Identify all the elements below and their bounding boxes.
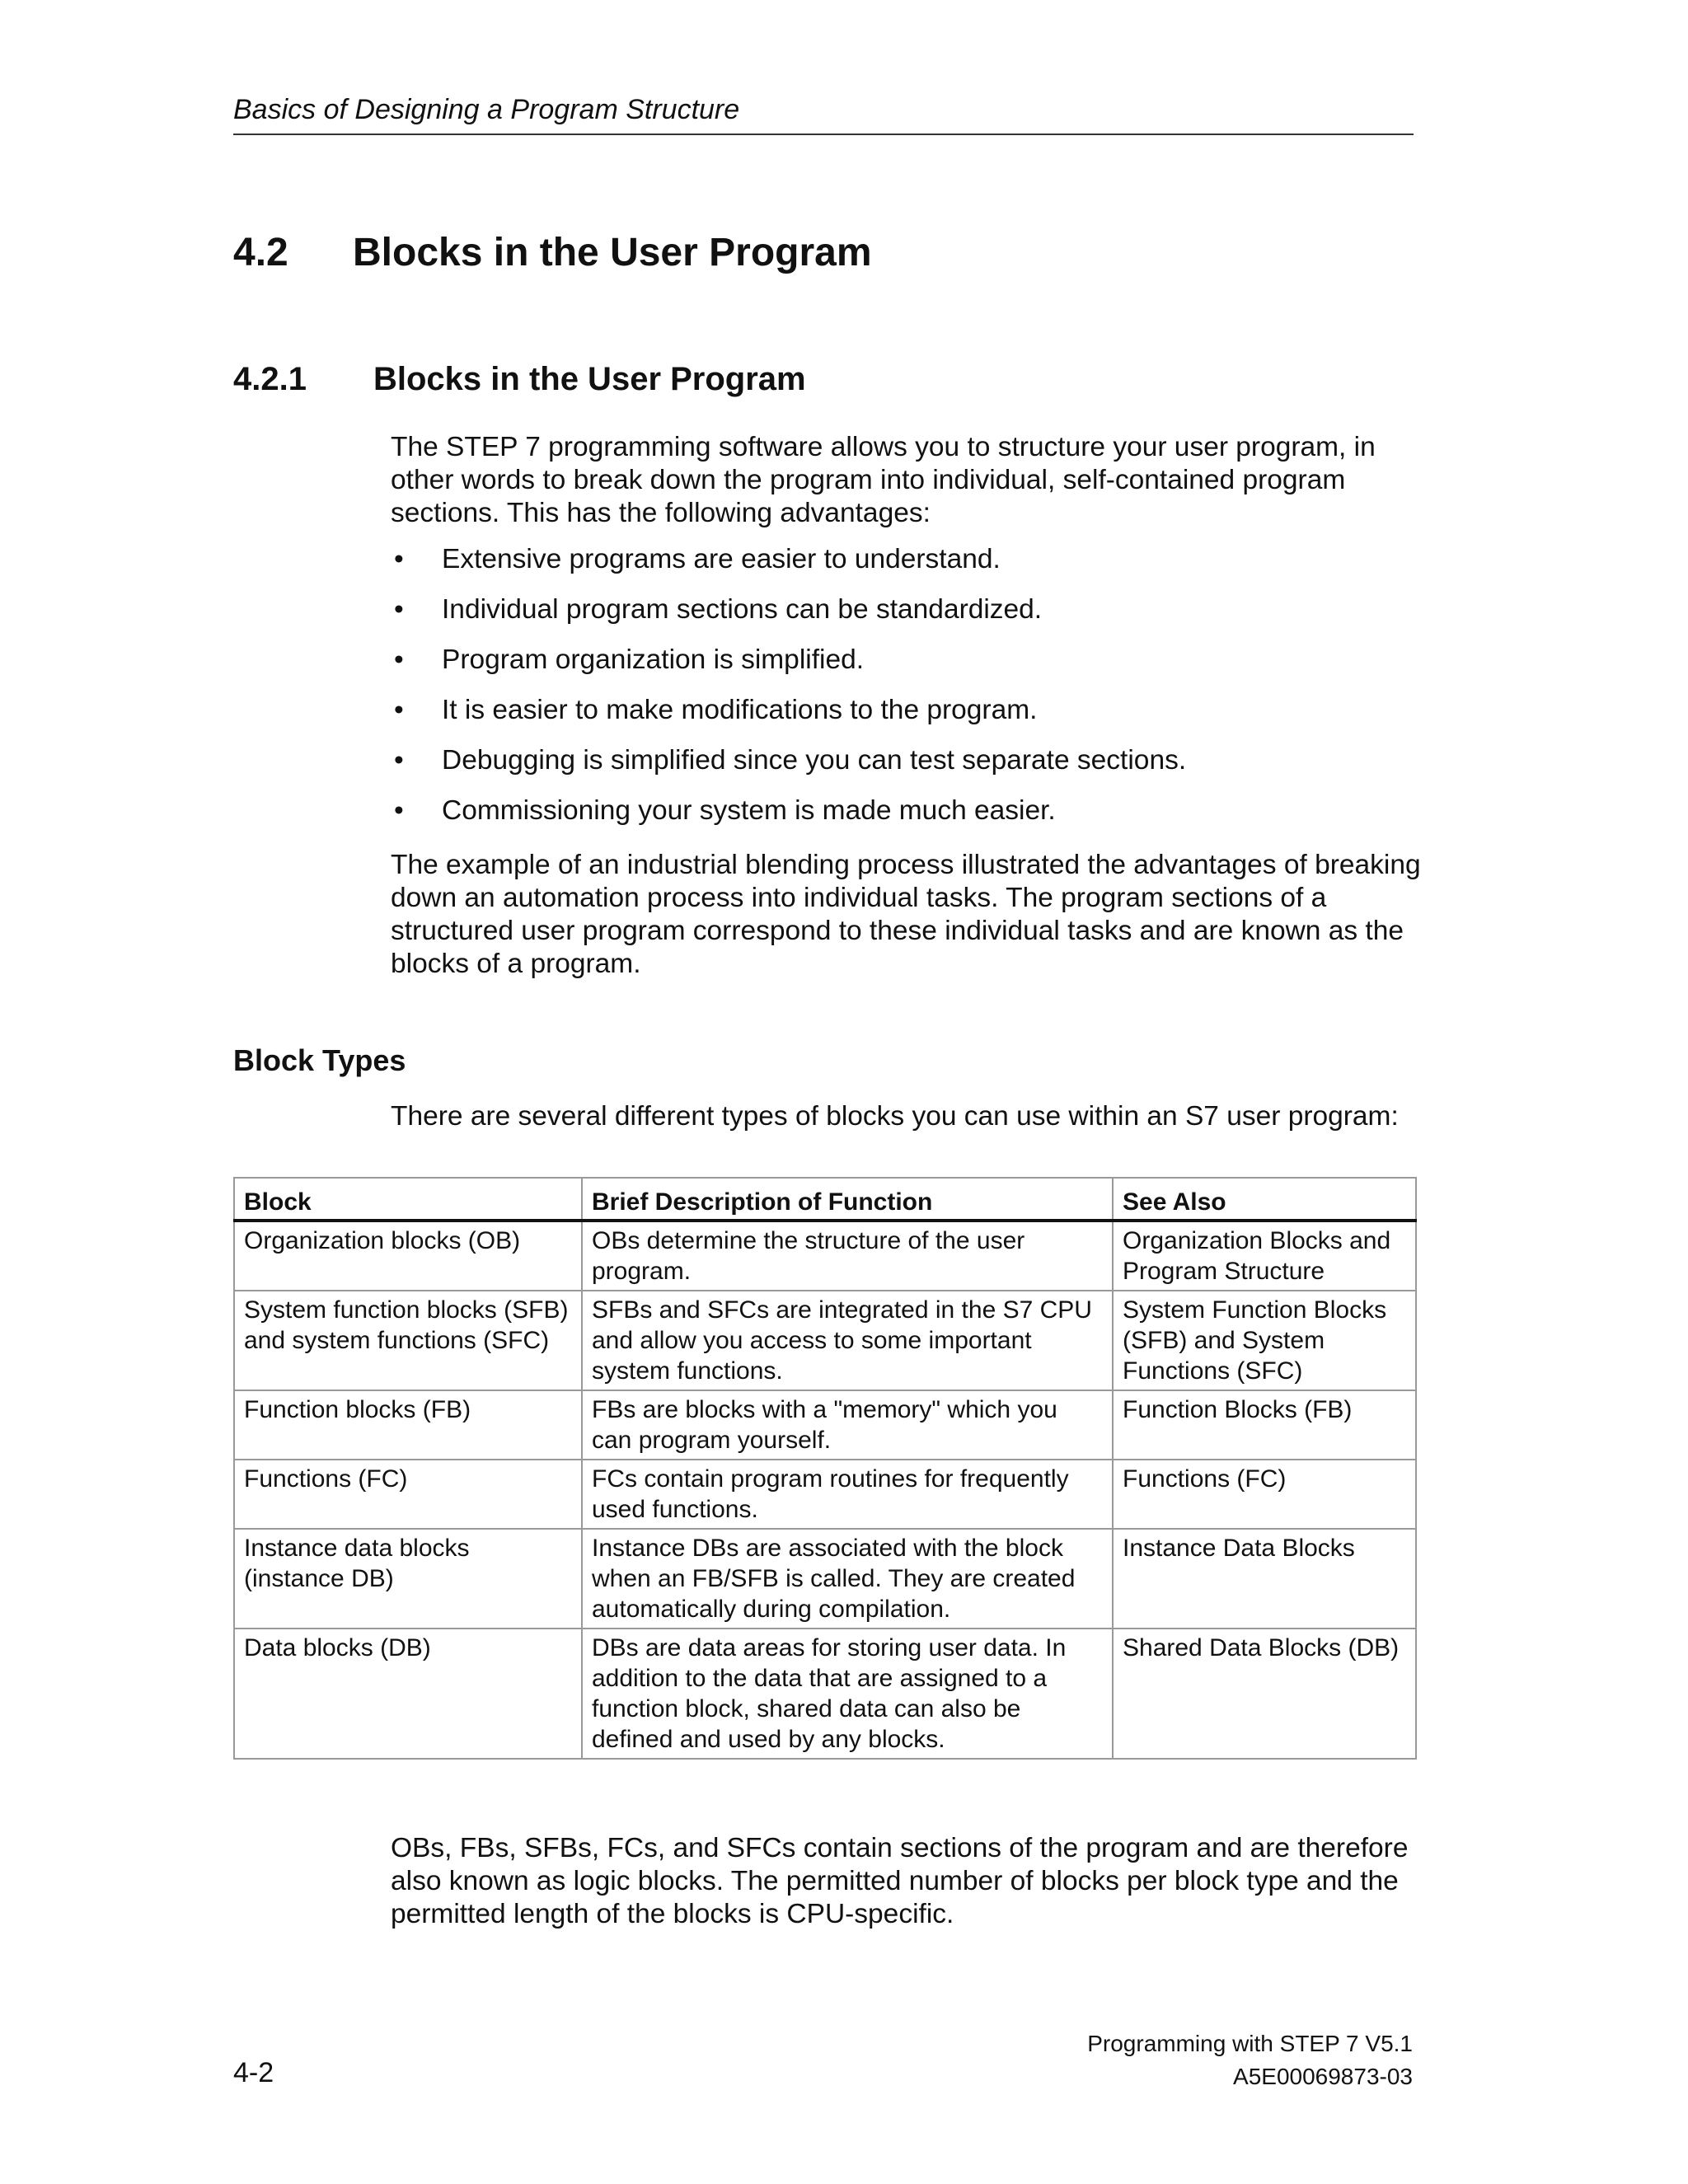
bullet-icon: • xyxy=(394,745,404,776)
block-types-table xyxy=(233,1177,1417,1760)
bullet-icon: • xyxy=(394,544,404,574)
intro-paragraph: The STEP 7 programming software allows you to structure your user program, in other words to break down the program into individual, self-contained program sections. This has the following advantages: xyxy=(391,432,1376,528)
table-row xyxy=(234,1390,1416,1460)
block-cell: Function blocks (FB) xyxy=(234,1390,582,1460)
column-header-block: Block xyxy=(234,1178,582,1221)
list-item xyxy=(391,744,1421,794)
list-item-text: Debugging is simplified since you can test separate sections. xyxy=(442,745,1187,776)
list-item-text: Program organization is simplified. xyxy=(442,644,865,675)
description-cell: Instance DBs are associated with the block when an FB/SFB is called. They are created automatically during compilation. xyxy=(582,1529,1113,1629)
footer-manual-info xyxy=(1030,2027,1413,2093)
list-item xyxy=(391,593,1421,644)
table-row xyxy=(234,1529,1416,1629)
bullet-icon: • xyxy=(394,594,404,625)
column-header-description: Brief Description of Function xyxy=(582,1178,1113,1221)
list-item-text: Commissioning your system is made much easier. xyxy=(442,795,1056,826)
logic-blocks-paragraph: OBs, FBs, SFBs, FCs, and SFCs contain sections of the program and are therefore also known as logic blocks. The permitted number of blocks per block type and the permitted length of the blocks is CPU-specific. xyxy=(391,1833,1409,1929)
list-item xyxy=(391,644,1421,694)
see-also-cell: Organization Blocks and Program Structure xyxy=(1113,1221,1416,1291)
bullet-icon: • xyxy=(394,644,404,675)
description-cell: DBs are data areas for storing user data. In addition to the data that are assigned to a function block, shared data can also be defined and used by any blocks. xyxy=(582,1629,1113,1759)
description-cell: SFBs and SFCs are integrated in the S7 CPU and allow you access to some important system functions. xyxy=(582,1291,1113,1390)
section-title: Blocks in the User Program xyxy=(353,231,872,274)
table-row xyxy=(234,1629,1416,1759)
table-row xyxy=(234,1291,1416,1390)
see-also-cell: Functions (FC) xyxy=(1113,1460,1416,1529)
example-paragraph: The example of an industrial blending process illustrated the advantages of breaking down an automation process into individual tasks. The program sections of a structured user program correspond to these individual tasks and are known as the blocks of a program. xyxy=(391,850,1421,979)
block-cell: System function blocks (SFB) and system functions (SFC) xyxy=(234,1291,582,1390)
description-cell: FCs contain program routines for frequently used functions. xyxy=(582,1460,1113,1529)
block-cell: Instance data blocks (instance DB) xyxy=(234,1529,582,1629)
bullet-icon: • xyxy=(394,695,404,725)
see-also-cell: System Function Blocks (SFB) and System Functions (SFC) xyxy=(1113,1291,1416,1390)
list-item xyxy=(391,794,1421,845)
bullet-icon: • xyxy=(394,795,404,826)
block-types-intro: There are several different types of blocks you can use within an S7 user program: xyxy=(391,1101,1399,1132)
description-cell: OBs determine the structure of the user program. xyxy=(582,1221,1113,1291)
subsection-heading xyxy=(233,354,806,404)
table-row xyxy=(234,1221,1416,1291)
advantages-list xyxy=(391,543,1421,845)
running-header: Basics of Designing a Program Structure xyxy=(233,89,1414,135)
page-number: 4-2 xyxy=(233,2057,274,2088)
section-number: 4.2 xyxy=(233,231,288,274)
list-item-text: Extensive programs are easier to understand. xyxy=(442,544,1001,574)
block-types-heading: Block Types xyxy=(233,1043,406,1077)
see-also-cell: Function Blocks (FB) xyxy=(1113,1390,1416,1460)
subsection-title: Blocks in the User Program xyxy=(373,361,806,397)
table-row xyxy=(234,1460,1416,1529)
order-number: A5E00069873-03 xyxy=(1233,2064,1413,2089)
see-also-cell: Instance Data Blocks xyxy=(1113,1529,1416,1629)
list-item-text: It is easier to make modifications to the program. xyxy=(442,695,1038,725)
list-item-text: Individual program sections can be standardized. xyxy=(442,594,1043,625)
see-also-cell: Shared Data Blocks (DB) xyxy=(1113,1629,1416,1759)
list-item xyxy=(391,694,1421,744)
description-cell: FBs are blocks with a "memory" which you can program yourself. xyxy=(582,1390,1113,1460)
block-cell: Functions (FC) xyxy=(234,1460,582,1529)
section-heading xyxy=(233,224,872,282)
column-header-see-also: See Also xyxy=(1113,1178,1416,1221)
subsection-number: 4.2.1 xyxy=(233,361,307,397)
block-cell: Data blocks (DB) xyxy=(234,1629,582,1759)
list-item xyxy=(391,543,1421,593)
table-header-row xyxy=(234,1178,1416,1221)
block-cell: Organization blocks (OB) xyxy=(234,1221,582,1291)
manual-title: Programming with STEP 7 V5.1 xyxy=(1087,2031,1413,2056)
